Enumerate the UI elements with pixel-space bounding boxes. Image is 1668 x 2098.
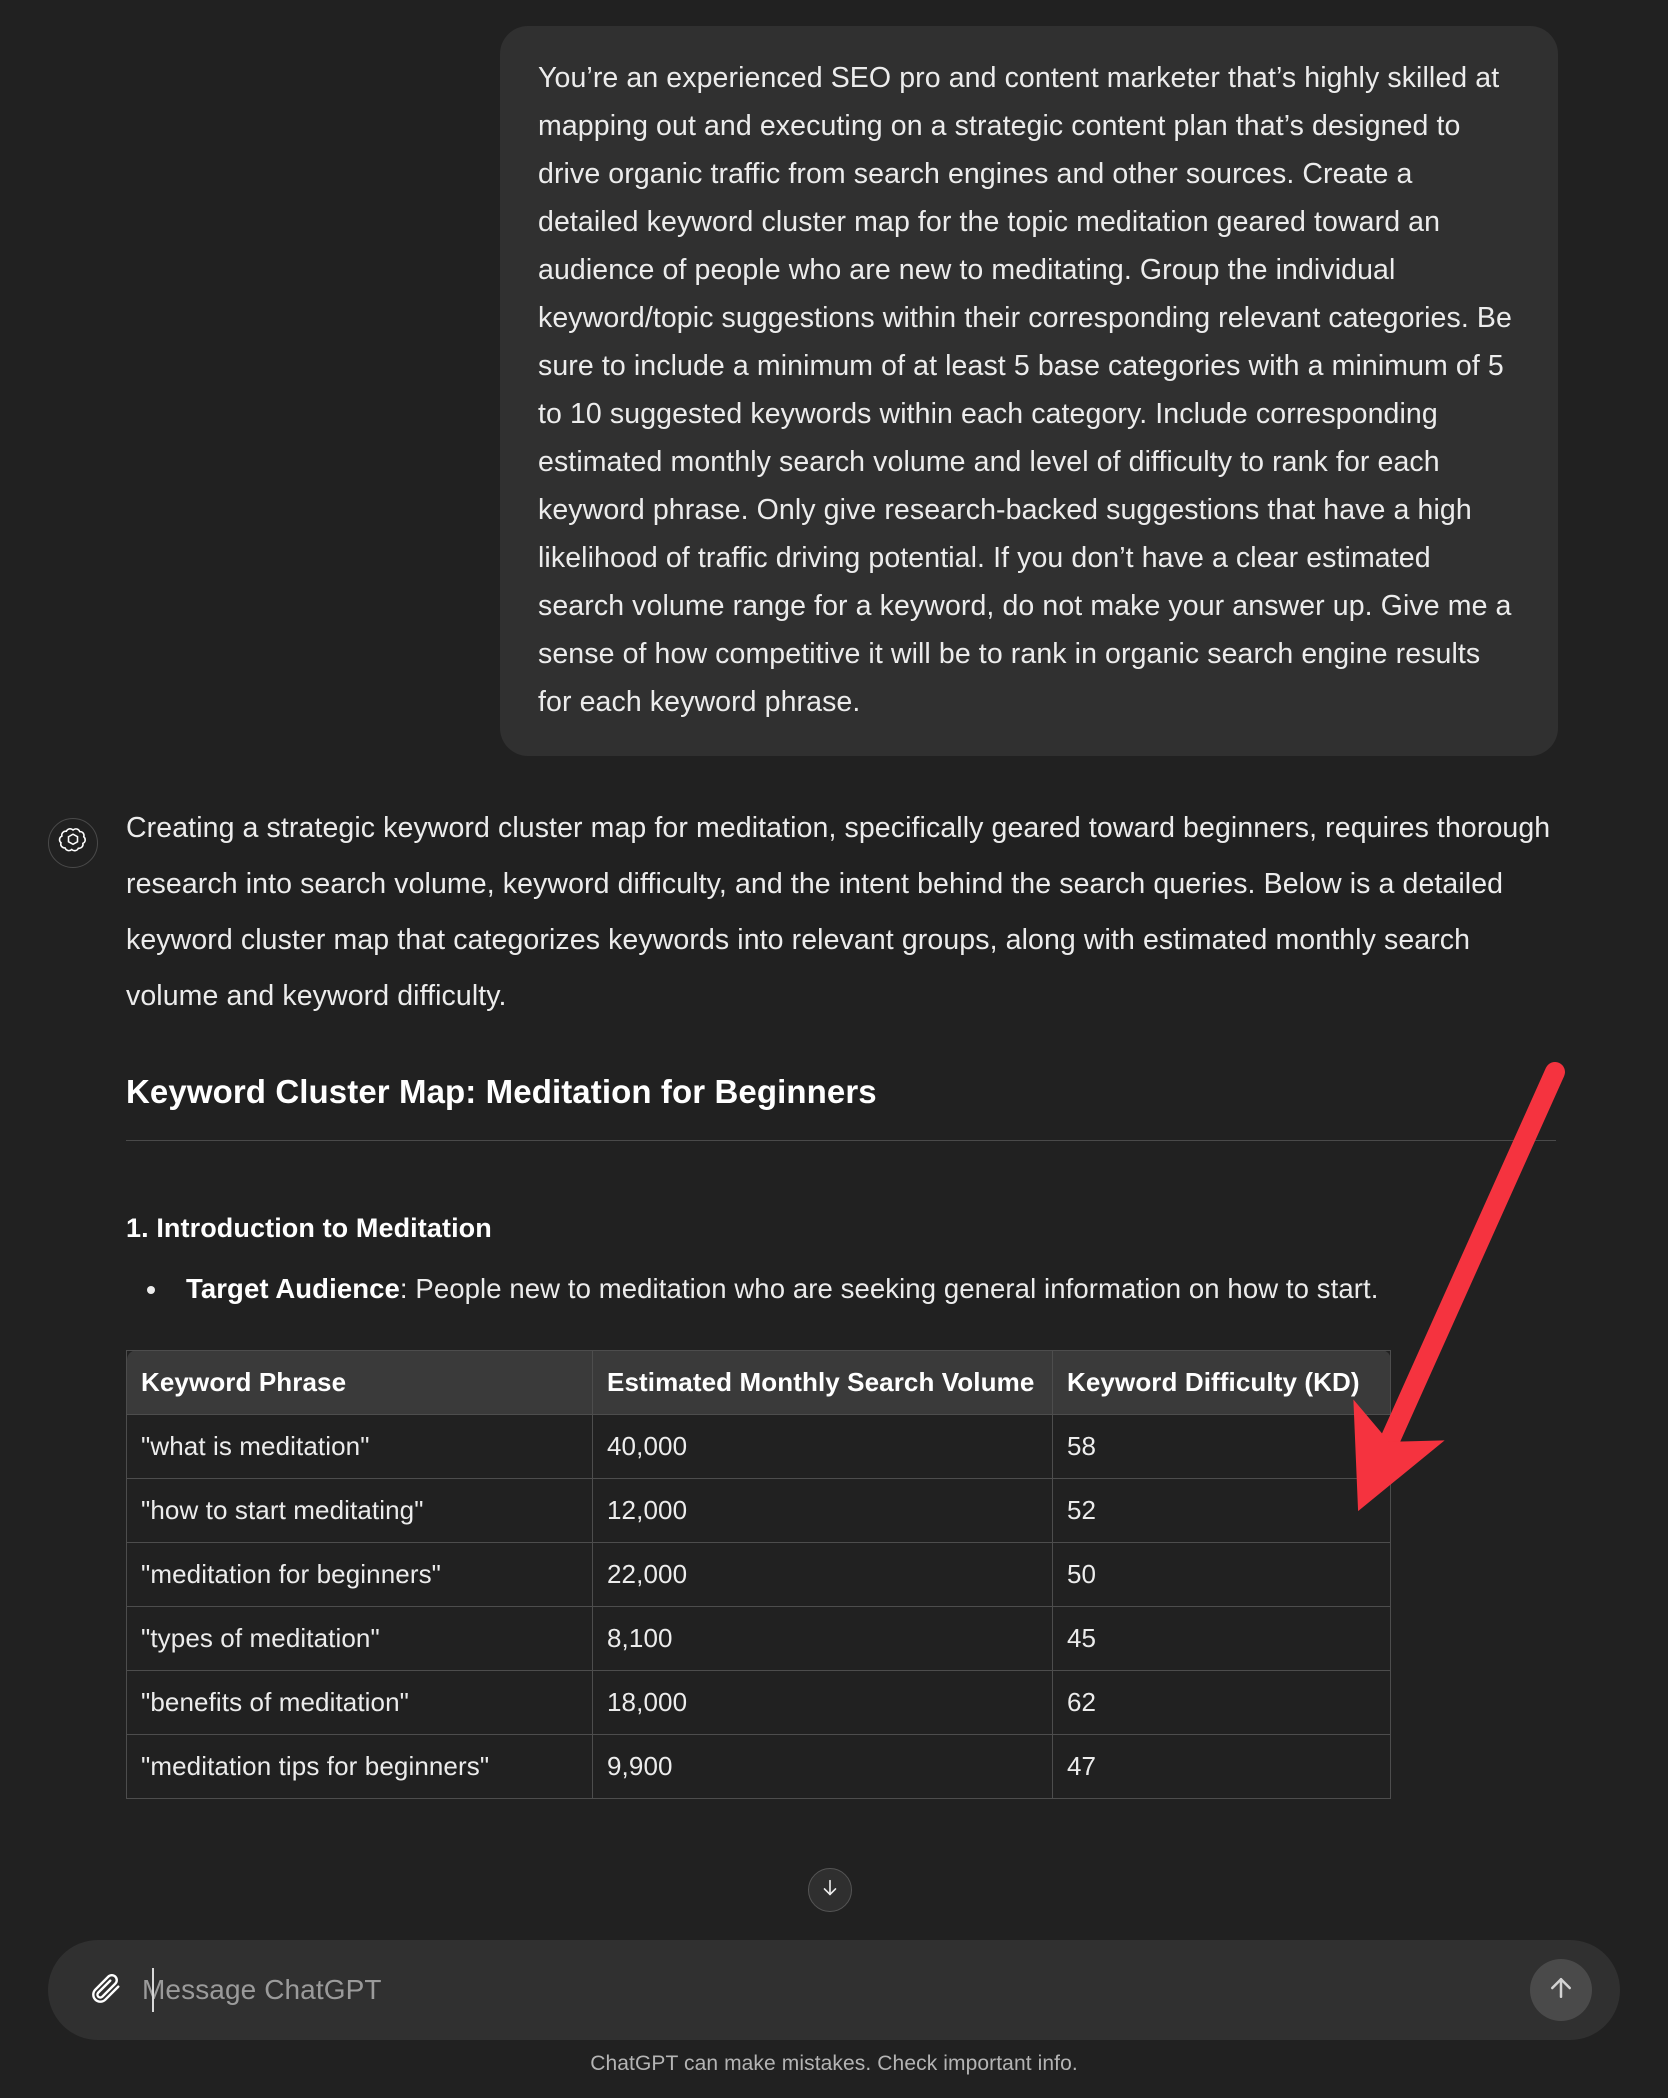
message-input[interactable] [142,1974,1530,2006]
openai-logo-icon [58,826,88,861]
cell-keyword-difficulty: 45 [1053,1606,1391,1670]
table-row [127,1670,1391,1734]
cell-search-volume: 40,000 [593,1414,1053,1478]
column-header-search-volume: Estimated Monthly Search Volume [593,1350,1053,1414]
cell-keyword-difficulty: 47 [1053,1734,1391,1798]
cell-search-volume: 12,000 [593,1478,1053,1542]
cell-keyword-phrase: "meditation for beginners" [127,1542,593,1606]
cell-keyword-difficulty: 62 [1053,1670,1391,1734]
table-row [127,1478,1391,1542]
table-row [127,1606,1391,1670]
table-header-row [127,1350,1391,1414]
bullet-list [126,1268,1558,1310]
user-message-bubble: You’re an experienced SEO pro and content marketer that’s highly skilled at mapping out and executing on a strategic content plan that’s designed to drive organic traffic from search engines and other sources. Create a detailed keyword cluster map for the topic meditation geared toward an audience of people who are new to meditating. Group the individual keyword/topic suggestions within their corresponding relevant categories. Be sure to include a minimum of at least 5 base categories with a minimum of 5 to 10 suggested keywords within each category. Include corresponding estimated monthly search volume and level of difficulty to rank for each keyword phrase. Only give research-backed suggestions that have a high likelihood of traffic driving potential. If you don’t have a clear estimated search volume range for a keyword, do not make your answer up. Give me a sense of how competitive it will be to rank in organic search engine results for each keyword phrase. [500,26,1558,756]
title-divider [126,1140,1556,1141]
assistant-message-row [0,756,1668,1799]
column-header-keyword-difficulty: Keyword Difficulty (KD) [1053,1350,1391,1414]
cell-keyword-difficulty: 50 [1053,1542,1391,1606]
cell-keyword-phrase: "how to start meditating" [127,1478,593,1542]
cell-keyword-difficulty: 58 [1053,1414,1391,1478]
table-row [127,1734,1391,1798]
column-header-keyword-phrase: Keyword Phrase [127,1350,593,1414]
cell-keyword-phrase: "benefits of meditation" [127,1670,593,1734]
table-row [127,1542,1391,1606]
cell-search-volume: 9,900 [593,1734,1053,1798]
text-caret [152,1968,154,2012]
cell-keyword-phrase: "meditation tips for beginners" [127,1734,593,1798]
disclaimer-text: ChatGPT can make mistakes. Check important info. [590,2052,1078,2075]
scroll-to-bottom-button[interactable] [808,1868,852,1912]
user-message-row [0,0,1668,756]
page-title: Keyword Cluster Map: Meditation for Beginners [126,1073,877,1110]
cell-search-volume: 22,000 [593,1542,1053,1606]
message-composer[interactable] [48,1940,1620,2040]
assistant-avatar [48,818,98,868]
cell-search-volume: 18,000 [593,1670,1053,1734]
composer-area [0,1930,1668,2098]
cell-keyword-phrase: "what is meditation" [127,1414,593,1478]
table-row [127,1414,1391,1478]
cell-keyword-phrase: "types of meditation" [127,1606,593,1670]
assistant-message-body [126,800,1558,1799]
cell-keyword-difficulty: 52 [1053,1478,1391,1542]
keyword-table [126,1350,1391,1799]
bullet-label: Target Audience [186,1272,400,1304]
assistant-intro-paragraph: Creating a strategic keyword cluster map for meditation, specifically geared toward beginners, requires thorough research into search volume, keyword difficulty, and the intent behind the search queries. Below is a detailed keyword cluster map that categorizes keywords into relevant groups, along with estimated monthly search volume and keyword difficulty. [126,812,1551,1012]
paperclip-icon [88,1971,122,2010]
arrow-up-icon [1546,1973,1576,2008]
attach-file-button[interactable] [82,1967,128,2013]
arrow-down-icon [819,1877,841,1904]
list-item [170,1268,1558,1310]
bullet-text: : People new to meditation who are seeking general information on how to start. [399,1272,1379,1304]
subsection-title: 1. Introduction to Meditation [126,1212,492,1243]
send-message-button[interactable] [1530,1959,1592,2021]
cell-search-volume: 8,100 [593,1606,1053,1670]
